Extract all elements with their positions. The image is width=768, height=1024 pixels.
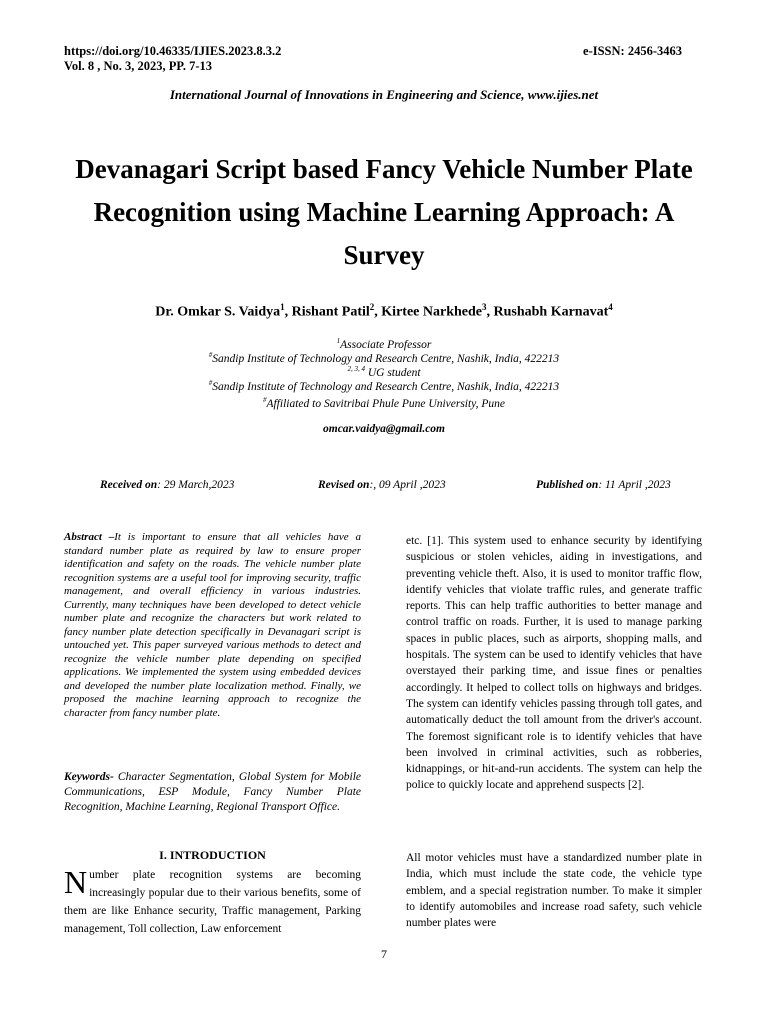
published-label: Published on (536, 479, 599, 491)
affiliation-text: Sandip Institute of Technology and Research Centre, Nashik, India, 422213 (212, 380, 560, 393)
drop-cap: N (64, 864, 88, 900)
volume-info: Vol. 8 , No. 3, 2023, PP. 7-13 (64, 59, 213, 73)
doi-link[interactable]: https://doi.org/10.46335/IJIES.2023.8.3.2 (64, 44, 282, 58)
intro-paragraph (64, 866, 361, 938)
author-sep: , (284, 304, 292, 320)
abstract-text: It is important to ensure that all vehicles have a standard number plate as required by law to ensure proper identification and safety on the roads. The vehicle number plate recognition systems are a useful tool for improving security, traffic management, and overall efficiency in various industries. Currently, many techniques have been developed to detect vehicle number plate and recognize the characters but work related to fancy number plate detection specifically in Devanagari script is untouched yet. This paper surveyed various methods to detect and recognize the vehicle number plate depending on specified applications. We implemented the system using embedded devices and developed the number plate localization method. Finally, we proposed the machine learning approach to recognize the character from fancy number plate. (64, 531, 361, 719)
keywords-text: Character Segmentation, Global System for Mobile Communications, ESP Module, Fancy Number Plate Recognition, Machine Learning, Regional Transport Office. (64, 771, 361, 813)
keywords (64, 770, 361, 815)
contact-email[interactable]: omcar.vaidya@gmail.com (323, 423, 445, 435)
affiliation-text: Associate Professor (340, 338, 432, 351)
affiliation-sup: 1 (336, 337, 341, 345)
affiliation-sup: 2, 3, 4 (347, 365, 365, 373)
published-date (536, 479, 671, 491)
author-sup: 3 (482, 302, 487, 312)
abstract (64, 531, 361, 720)
author-sep: , (374, 304, 382, 320)
affiliation-sup: # (208, 379, 213, 387)
paper-title: Devanagari Script based Fancy Vehicle Number Plate Recognition using Machine Learning Approach: A Survey (75, 154, 693, 270)
affiliation-text: Affiliated to Savitribai Phule Pune University, Pune (266, 397, 506, 410)
author-sep: , (486, 304, 494, 320)
affiliation-sup: # (208, 351, 213, 359)
received-value: : 29 March,2023 (157, 479, 235, 491)
author-name: Rushabh Karnavat (493, 304, 609, 320)
column2-paragraph: All motor vehicles must have a standardized number plate in India, which must include the state code, the vehicle type emblem, and a special registration number. To make it simpler to identify automobiles and increase road safety, such vehicle number plates were (406, 852, 702, 930)
affiliation-text: Sandip Institute of Technology and Research Centre, Nashik, India, 422213 (212, 352, 560, 365)
received-date (100, 479, 234, 491)
column2-paragraph: etc. [1]. This system used to enhance security by identifying suspicious or stolen vehicles, aiding in investigations, and preventing vehicle theft. Also, it is used to monitor traffic flow, identify vehicles that violate traffic rules, and generate traffic reports. This can help traffic authorities to better manage and control traffic on roads. Further, it is used to manage parking spaces in public places, such as airports, shopping malls, and hospitals. The system can be used to identify vehicles that have overstayed their parking time, and issue fines or penalties accordingly. It helped to collect tolls on highways and bridges. The system can identify vehicles passing through toll gates, and automatically deduct the toll amount from the driver's account. The foremost significant role is to identify vehicles that have been involved in criminal activities, such as robberies, kidnappings, or hit-and-run accidents. The system can help the police to quickly locate and apprehend suspects [2]. (406, 535, 702, 792)
author-sup: 1 (280, 302, 285, 312)
affiliation-sup: # (262, 396, 267, 404)
affiliation-line (0, 376, 768, 394)
intro-text: umber plate recognition systems are becoming increasingly popular due to their various benefits, some of them are like Enhance security, Traffic management, Parking management, Toll collection, Law enforcement (64, 869, 361, 935)
abstract-label: Abstract – (64, 531, 115, 543)
affiliation-text: UG student (364, 366, 421, 379)
author-name: Kirtee Narkhede (381, 304, 482, 320)
eissn: e-ISSN: 2456-3463 (583, 44, 682, 58)
revised-date (318, 479, 446, 491)
page-number: 7 (381, 947, 387, 961)
revised-value: :, 09 April ,2023 (369, 479, 446, 491)
journal-name: International Journal of Innovations in Engineering and Science, www.ijies.net (169, 87, 599, 102)
keywords-label: Keywords- (64, 771, 114, 783)
section-heading: I. INTRODUCTION (159, 848, 266, 862)
published-value: : 11 April ,2023 (598, 479, 671, 491)
author-sup: 2 (369, 302, 375, 312)
revised-label: Revised on (318, 479, 370, 491)
received-label: Received on (100, 479, 158, 491)
affiliation-line (0, 393, 768, 411)
author-sup: 4 (608, 302, 613, 312)
author-name: Rishant Patil (291, 304, 370, 320)
author-name: Dr. Omkar S. Vaidya (155, 304, 281, 320)
author-list (0, 302, 768, 321)
